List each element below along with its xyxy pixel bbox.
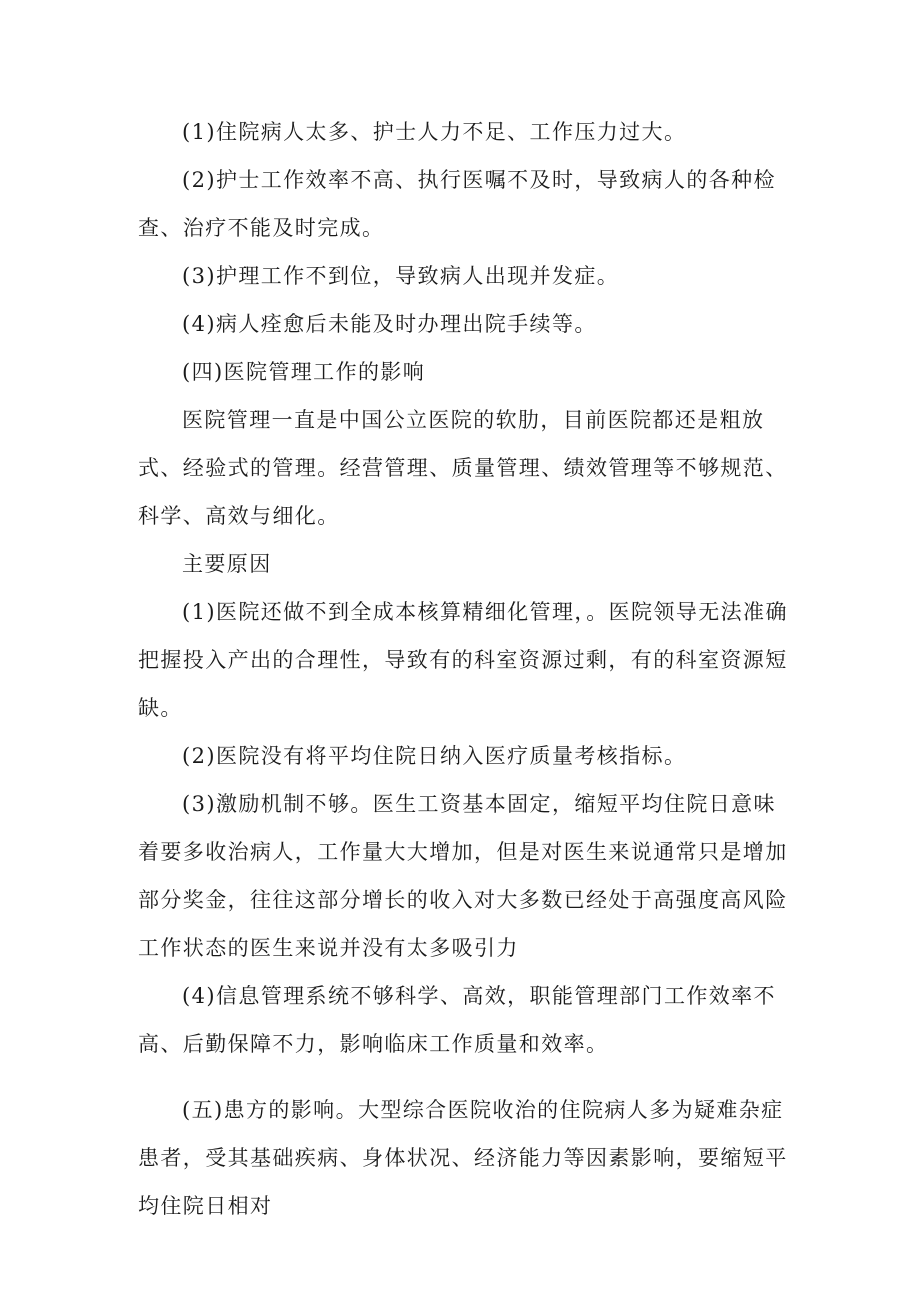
paragraph-information-system: (4)信息管理系统不够科学、高效，职能管理部门工作效率不高、后勤保障不力，影响临床工作质量和效率。	[138, 984, 776, 1056]
paragraph-nursing-care: (3)护理工作不到位，导致病人出现并发症。	[182, 264, 620, 288]
paragraph-quality-indicator: (2)医院没有将平均住院日纳入医疗质量考核指标。	[182, 744, 687, 768]
paragraph-discharge-delay: (4)病人痊愈后未能及时办理出院手续等。	[182, 312, 597, 336]
paragraph-management-overview: 医院管理一直是中国公立医院的软肋，目前医院都还是粗放式、经验式的管理。经营管理、质量管理、绩效管理等不够规范、科学、高效与细化。	[138, 408, 788, 528]
paragraph-incentive-mechanism: (3)激励机制不够。医生工资基本固定，缩短平均住院日意味着要多收治病人，工作量大大增加，但是对医生来说通常只是增加部分奖金，往往这部分增长的收入对大多数已经处于高强度高风险工作状态的医生来说并没有太多吸引力	[138, 792, 788, 960]
paragraph-nurse-efficiency: (2)护士工作效率不高、执行医嘱不及时，导致病人的各种检查、治疗不能及时完成。	[138, 168, 776, 240]
document-body	[138, 108, 788, 1230]
paragraph-nurse-workload: (1)住院病人太多、护士人力不足、工作压力过大。	[182, 120, 687, 144]
paragraph-cost-accounting: (1)医院还做不到全成本核算精细化管理，。医院领导无法准确把握投入产出的合理性，导致有的科室资源过剩，有的科室资源短缺。	[138, 600, 788, 720]
subheading-main-reasons: 主要原因	[182, 552, 272, 576]
section-heading-hospital-management: (四)医院管理工作的影响	[182, 360, 426, 384]
paragraph-patient-influence: (五)患方的影响。大型综合医院收治的住院病人多为疑难杂症患者，受其基础疾病、身体状况、经济能力等因素影响，要缩短平均住院日相对	[138, 1098, 788, 1218]
